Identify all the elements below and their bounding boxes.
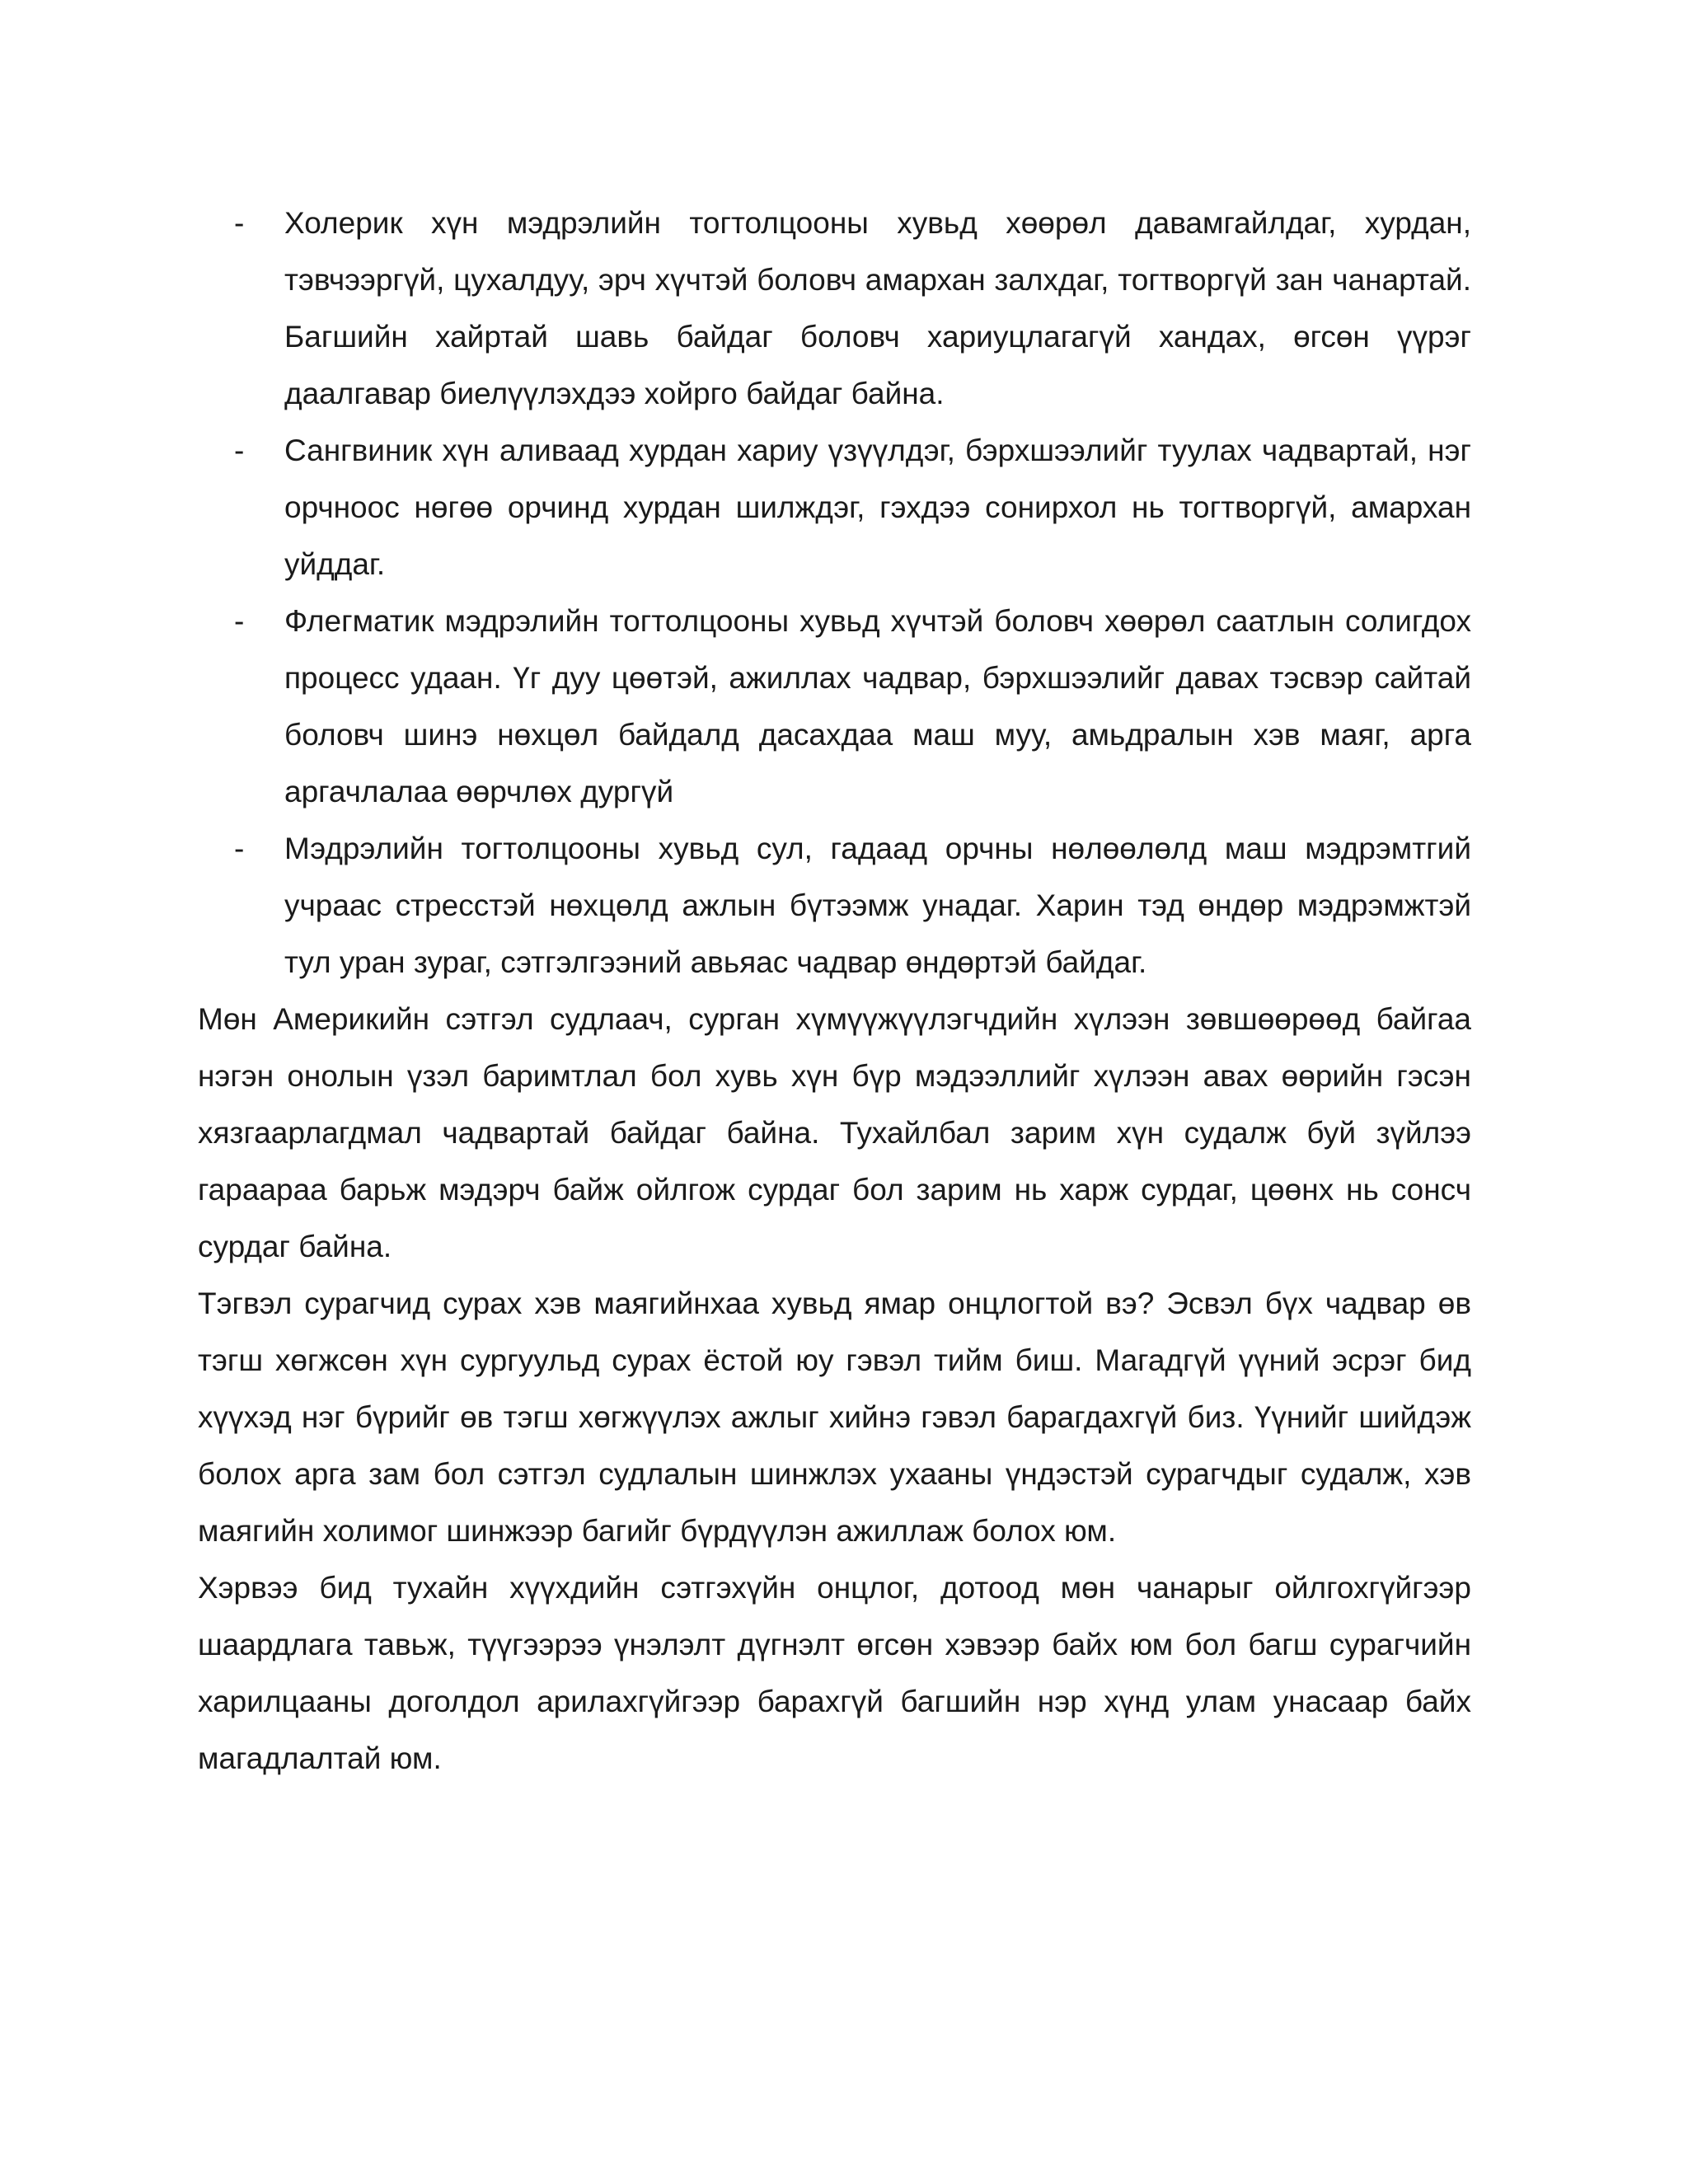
- dash-bullet-icon: -: [234, 604, 245, 638]
- dash-bullet-icon: -: [234, 832, 245, 865]
- list-item-text: Холерик хүн мэдрэлийн тогтолцооны хувьд хөөрөл давамгайлдаг, хурдан, тэвчээргүй, цухалдуу, эрч хүчтэй боловч амархан залхдаг, тогтворгүй зан чанартай. Багшийн хайртай шавь байдаг боловч хариуцлагагүй хандах, өгсөн үүрэг даалгавар биелүүлэхдээ хойрго байдаг байна.: [284, 206, 1471, 410]
- list-item-text: Сангвиник хүн аливаад хурдан хариу үзүүлдэг, бэрхшээлийг туулах чадвартай, нэг орчноос нөгөө орчинд хурдан шилждэг, гэхдээ сонирхол нь тогтворгүй, амархан уйддаг.: [284, 434, 1471, 581]
- list-item-text: Мэдрэлийн тогтолцооны хувьд сул, гадаад орчны нөлөөлөлд маш мэдрэмтгий учраас стресстэй нөхцөлд ажлын бүтээмж унадаг. Харин тэд өндөр мэдрэмжтэй тул уран зураг, сэтгэлгээний авьяас чадвар өндөртэй байдаг.: [284, 832, 1471, 979]
- document-body: [198, 194, 1471, 1787]
- list-item-sanguine: [198, 422, 1471, 593]
- list-item-phlegmatic: [198, 593, 1471, 820]
- list-item-choleric: [198, 194, 1471, 422]
- list-item-melancholic: [198, 820, 1471, 991]
- paragraph-conclusion: Хэрвээ бид тухайн хүүхдийн сэтгэхүйн онцлог, дотоод мөн чанарыг ойлгохгүйгээр шаардлага тавьж, түүгээрээ үнэлэлт дүгнэлт өгсөн хэвээр байх юм бол багш сурагчийн харилцааны доголдол арилахгүйгээр барахгүй багшийн нэр хүнд улам унасаар байх магадлалтай юм.: [198, 1571, 1471, 1775]
- temperament-list: [198, 194, 1471, 991]
- paragraph-learning-styles: Мөн Америкийн сэтгэл судлаач, сурган хүмүүжүүлэгчдийн хүлээн зөвшөөрөөд байгаа нэгэн онолын үзэл баримтлал бол хувь хүн бүр мэдээллийг хүлээн авах өөрийн гэсэн хязгаарлагдмал чадвартай байдаг байна. Тухайлбал зарим хүн судалж буй зүйлээ гараараа барьж мэдэрч байж ойлгож сурдаг бол зарим нь харж сурдаг, цөөнх нь сонсч сурдаг байна.: [198, 1002, 1471, 1263]
- dash-bullet-icon: -: [234, 206, 245, 240]
- list-item-text: Флегматик мэдрэлийн тогтолцооны хувьд хүчтэй боловч хөөрөл саатлын солигдох процесс удаан. Үг дуу цөөтэй, ажиллах чадвар, бэрхшээлийг давах тэсвэр сайтай боловч шинэ нөхцөл байдалд дасахдаа маш муу, амьдралын хэв маяг, арга аргачлалаа өөрчлөх дургүй: [284, 604, 1471, 808]
- paragraph-student-traits: Тэгвэл сурагчид сурах хэв маягийнхаа хувьд ямар онцлогтой вэ? Эсвэл бүх чадвар өв тэгш хөгжсөн хүн сургуульд сурах ёстой юу гэвэл тийм биш. Магадгүй үүний эсрэг бид хүүхэд нэг бүрийг өв тэгш хөгжүүлэх ажлыг хийнэ гэвэл барагдахгүй биз. Үүнийг шийдэж болох арга зам бол сэтгэл судлалын шинжлэх ухааны үндэстэй сурагчдыг судалж, хэв маягийн холимог шинжээр багийг бүрдүүлэн ажиллаж болох юм.: [198, 1286, 1471, 1548]
- dash-bullet-icon: -: [234, 434, 245, 467]
